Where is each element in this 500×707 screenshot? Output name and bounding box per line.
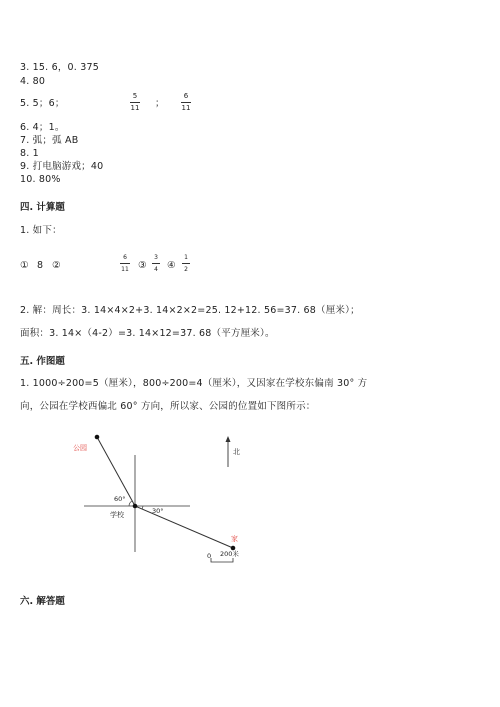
denominator: 11 [121, 266, 129, 273]
answer-9: 9. 打电脑游戏；40 [20, 161, 104, 172]
school-point [133, 504, 138, 509]
numerator: 3 [154, 254, 158, 261]
section-5-line-2: 向，公园在学校西偏北 60° 方向，所以家、公园的位置如下图所示： [20, 401, 316, 412]
school-label: 学校 [110, 511, 124, 519]
angle-arc-30 [142, 506, 143, 509]
q1-fraction-2 [120, 253, 130, 274]
position-diagram [70, 425, 270, 575]
angle-60-label: 60° [114, 495, 126, 503]
numerator: 6 [183, 92, 189, 100]
q1-marker-2: ② [52, 260, 61, 271]
north-label: 北 [233, 448, 240, 456]
section-6-title: 六. 解答题 [20, 596, 65, 607]
scale-label: 200米 [220, 550, 239, 558]
section-4-q1: 1. 如下： [20, 225, 62, 236]
answer-3: 3. 15. 6，0. 375 [20, 62, 99, 73]
angle-arc-60 [129, 501, 132, 506]
answer-8: 8. 1 [20, 148, 39, 159]
section-5-line-1: 1. 1000÷200=5（厘米），800÷200=4（厘米），又因家在学校东偏南 30° 方 [20, 378, 368, 389]
answer-6: 6. 4；1。 [20, 122, 65, 133]
section-4-q2-line-2: 面积：3. 14×（4-2）=3. 14×12=37. 68（平方厘米）。 [20, 328, 275, 339]
answer-5-fraction-1 [130, 92, 140, 113]
home-label: 家 [231, 535, 238, 543]
north-arrow-icon [226, 436, 231, 442]
numerator: 1 [184, 254, 188, 261]
section-5-title: 五. 作图题 [20, 356, 65, 367]
answer-7: 7. 弧；弧 AB [20, 135, 79, 146]
answer-4: 4. 80 [20, 76, 46, 87]
denominator: 2 [184, 266, 188, 273]
park-point [95, 435, 100, 440]
q1-marker-1: ① [20, 260, 29, 271]
answer-5-fraction-2 [181, 92, 191, 113]
numerator: 5 [132, 92, 138, 100]
section-4-q2-line-1: 2. 解：周长：3. 14×4×2+3. 14×2×2=25. 12+12. 56=37. 68（厘米）； [20, 305, 360, 316]
line-to-home [135, 506, 233, 548]
denominator: 11 [130, 104, 140, 112]
q1-value-1: 8 [37, 260, 44, 271]
answer-5-separator: ； [155, 98, 165, 109]
q1-fraction-3 [152, 253, 160, 274]
section-4-title: 四. 计算题 [20, 202, 65, 213]
scale-bar [211, 558, 233, 562]
angle-30-label: 30° [152, 507, 164, 515]
denominator: 11 [181, 104, 191, 112]
scale-zero-label: 0 [207, 552, 212, 560]
denominator: 4 [154, 266, 158, 273]
q1-marker-4: ④ [167, 260, 176, 271]
park-label: 公园 [73, 444, 87, 452]
q1-marker-3: ③ [138, 260, 147, 271]
answer-5-prefix: 5. 5；6； [20, 98, 65, 109]
answer-10: 10. 80% [20, 174, 61, 185]
numerator: 6 [123, 254, 127, 261]
q1-fraction-4 [182, 253, 190, 274]
